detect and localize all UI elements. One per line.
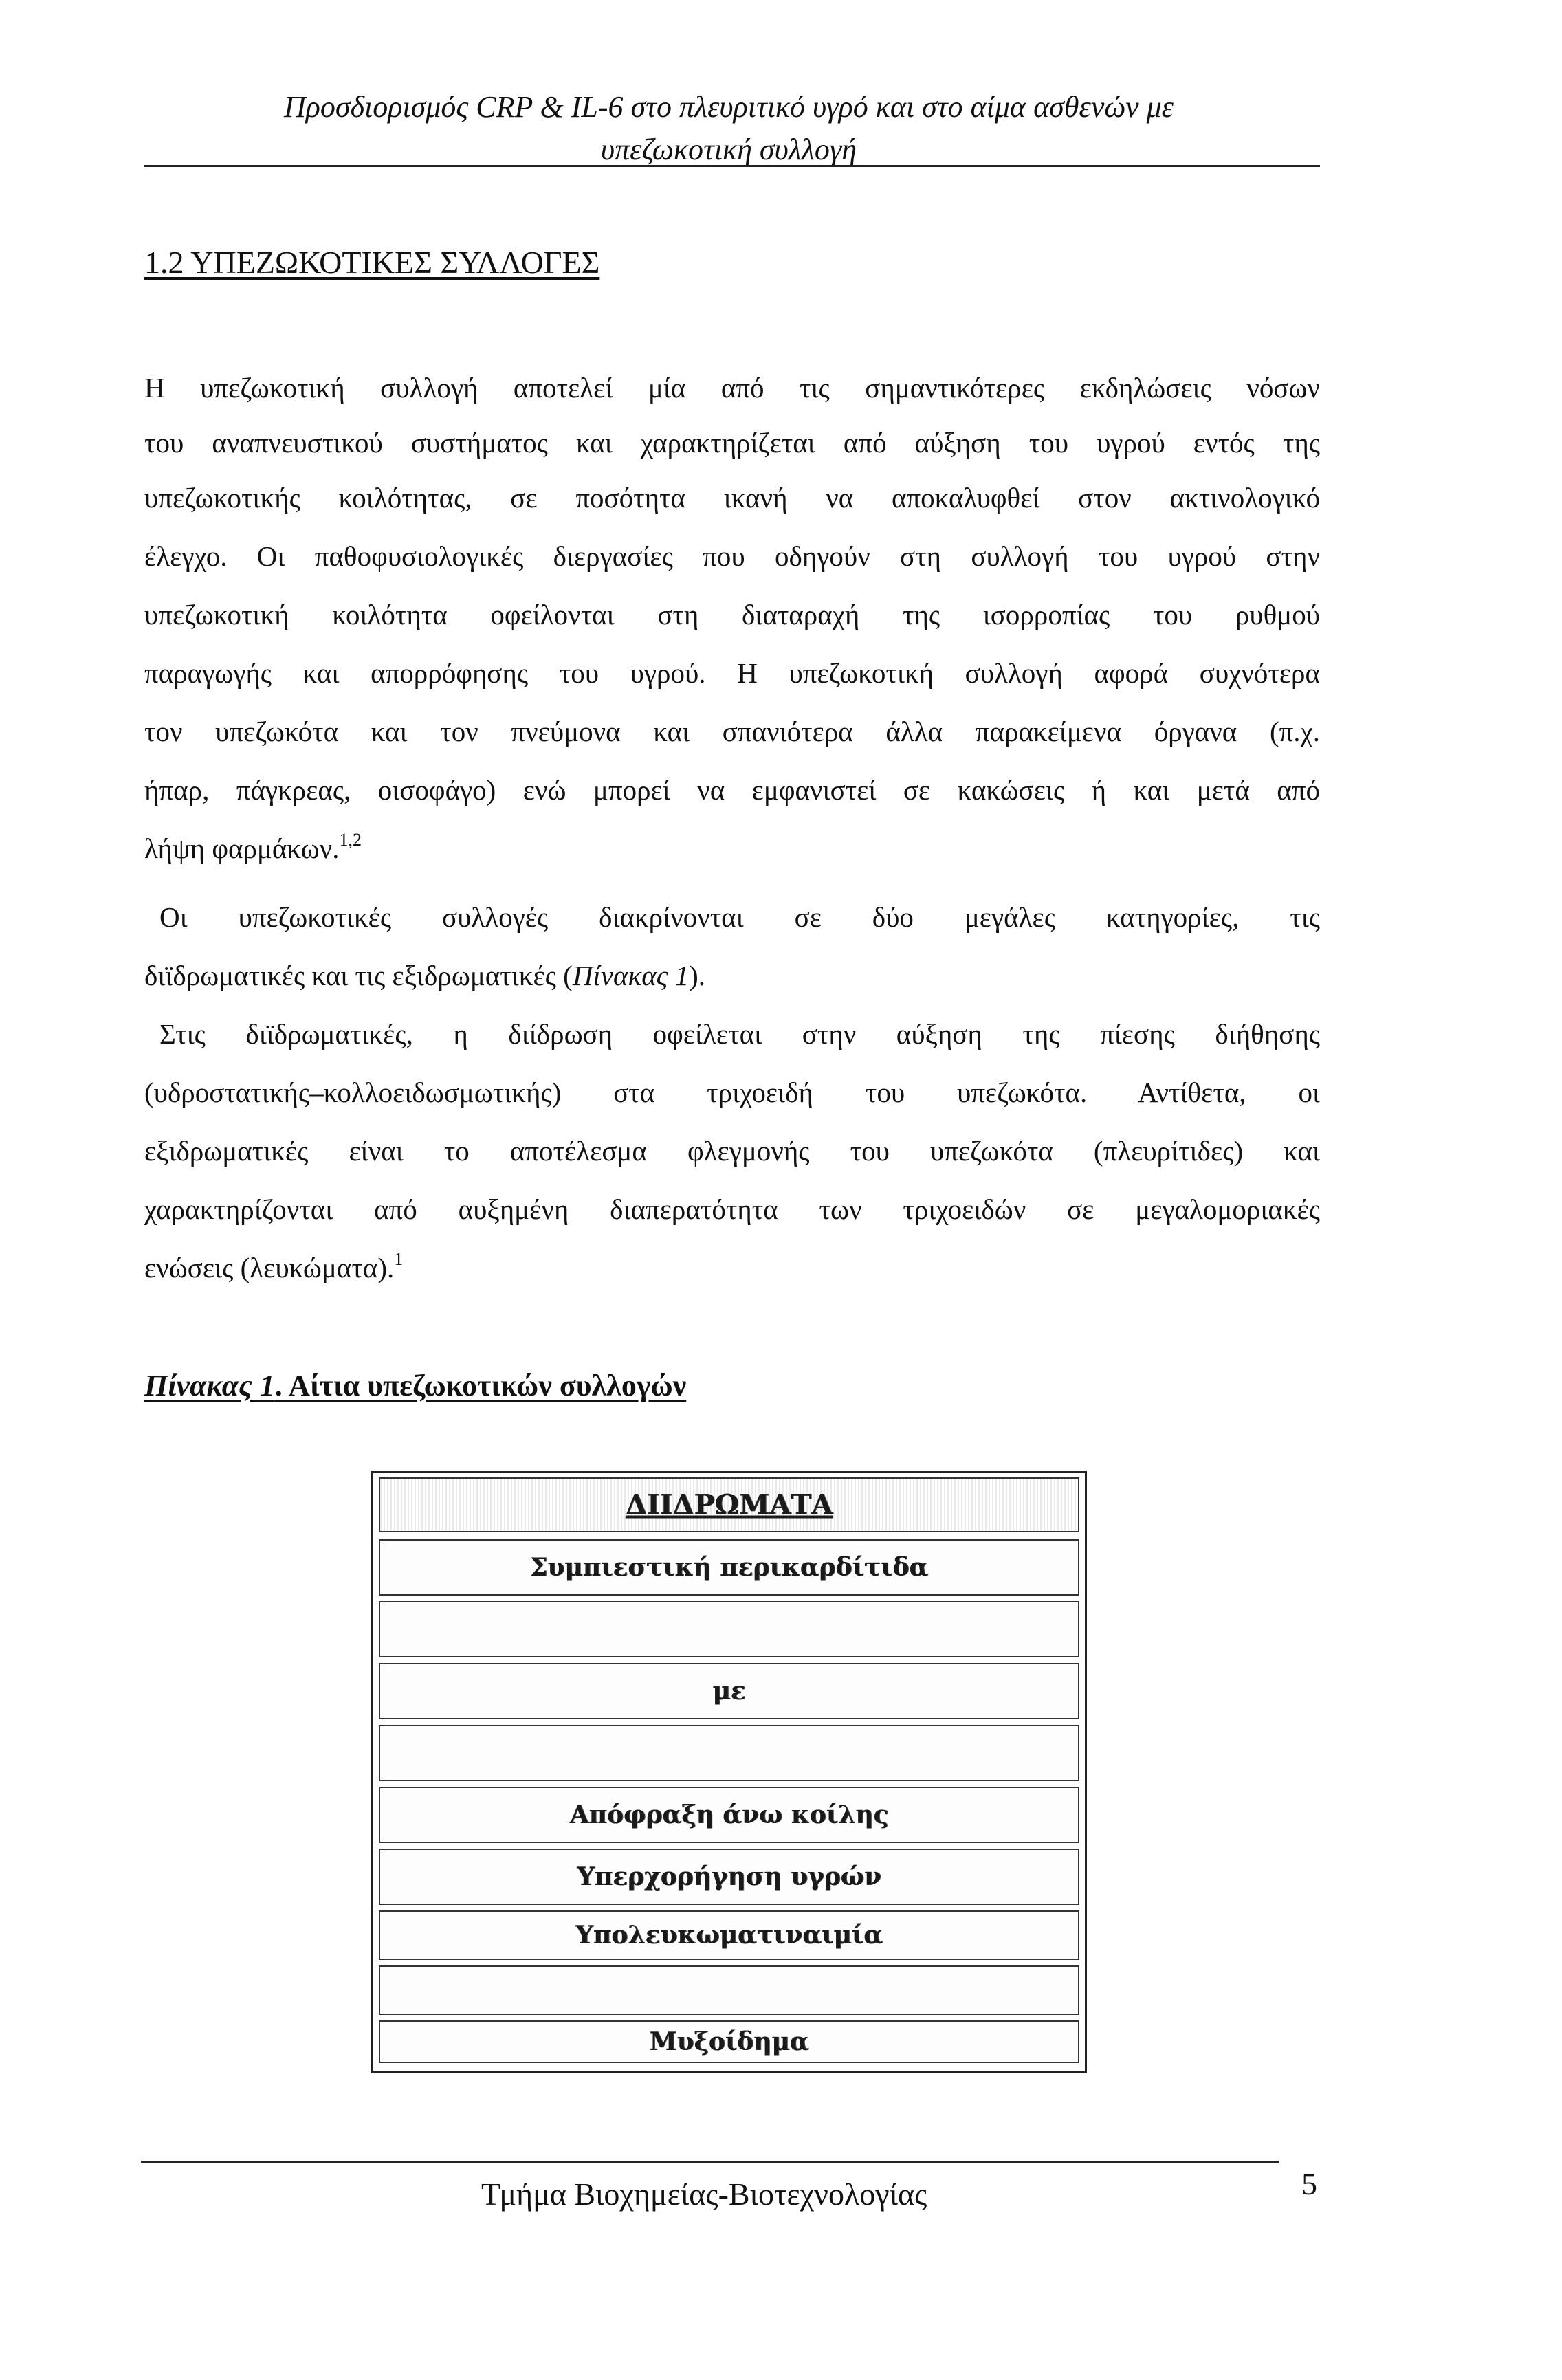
table-cell: Υπερχορήγηση υγρών: [577, 1862, 881, 1891]
table-row: [379, 1910, 1079, 1960]
paragraph-3-line-1: Στις διϊδρωματικές, η διίδρωση οφείλεται στην αύξηση της πίεσης διήθησης: [160, 1018, 1320, 1050]
paragraph-1-line-7: τον υπεζωκότα και τον πνεύμονα και σπανιότερα άλλα παρακείμενα όργανα (π.χ.: [144, 716, 1320, 747]
table-row: [379, 1539, 1079, 1596]
running-header: [138, 86, 1320, 171]
table-header-cell: ΔΙΙΔΡΩΜΑΤΑ: [625, 1488, 833, 1521]
table-cell: Απόφραξη άνω κοίλης: [569, 1800, 889, 1829]
paragraph-1-line-2: του αναπνευστικού συστήματος και χαρακτηρίζεται από αύξηση του υγρού εντός της: [144, 427, 1320, 459]
table-cell: Μυξοίδημα: [649, 2027, 809, 2056]
paragraph-3-last-text: ενώσεις (λευκώματα).: [144, 1252, 395, 1283]
paragraph-1-line-8: ήπαρ, πάγκρεας, οισοφάγο) ενώ μπορεί να εμφανιστεί σε κακώσεις ή και μετά από: [144, 774, 1320, 806]
table-caption-label: Πίνακας 1: [144, 1369, 275, 1402]
paragraph-1-line-9: [144, 832, 362, 865]
table-cell: Υπολευκωματιναιμία: [575, 1921, 883, 1950]
table-row: [379, 1601, 1079, 1657]
header-rule: [144, 165, 1320, 167]
citation-superscript: 1,2: [339, 830, 362, 850]
table-header-row: [379, 1477, 1079, 1532]
table-row: [379, 1965, 1079, 2015]
section-heading: 1.2 ΥΠΕΖΩΚΟΤΙΚΕΣ ΣΥΛΛΟΓΕΣ: [144, 245, 600, 280]
citation-superscript: 1: [394, 1249, 404, 1269]
paragraph-1-line-1: Η υπεζωκοτική συλλογή αποτελεί μία από τις σημαντικότερες εκδηλώσεις νόσων: [144, 372, 1320, 404]
paragraph-1-line-6: παραγωγής και απορρόφησης του υγρού. Η υπεζωκοτική συλλογή αφορά συχνότερα: [144, 657, 1320, 689]
paragraph-1-last-text: λήψη φαρμάκων.: [144, 833, 340, 864]
table-reference: Πίνακας 1: [572, 960, 690, 991]
paragraph-1-line-4: έλεγχο. Οι παθοφυσιολογικές διεργασίες που οδηγούν στη συλλογή του υγρού στην: [144, 540, 1320, 572]
paragraph-2-line-2: [144, 959, 705, 992]
paragraph-3-line-5: [144, 1251, 403, 1284]
footer-rule: [141, 2161, 1279, 2163]
paragraph-2-end: ).: [689, 960, 706, 991]
running-header-line-2: υπεζωκοτική συλλογή: [600, 133, 857, 166]
paragraph-2-text: διϊδρωματικές και τις εξιδρωματικές (: [144, 960, 573, 991]
paragraph-1-line-3: υπεζωκοτικής κοιλότητας, σε ποσότητα ικανή να αποκαλυφθεί στον ακτινολογικό: [144, 482, 1320, 514]
paragraph-3-line-4: χαρακτηρίζονται από αυξημένη διαπερατότητα των τριχοειδών σε μεγαλομοριακές: [144, 1193, 1320, 1225]
table-row: [379, 1849, 1079, 1905]
table-row: [379, 1787, 1079, 1843]
footer-department: Τμήμα Βιοχημείας-Βιοτεχνολογίας: [481, 2177, 927, 2212]
table-cell: με: [712, 1677, 746, 1706]
paragraph-1-line-5: υπεζωκοτική κοιλότητα οφείλονται στη διαταραχή της ισορροπίας του ρυθμού: [144, 599, 1320, 630]
causes-table: [371, 1471, 1087, 2073]
paragraph-2-line-1: Οι υπεζωκοτικές συλλογές διακρίνονται σε δύο μεγάλες κατηγορίες, τις: [160, 901, 1320, 933]
table-row: [379, 1663, 1079, 1719]
table-caption-title: . Αίτια υπεζωκοτικών συλλογών: [274, 1369, 687, 1402]
paragraph-3-line-2: (υδροστατικής–κολλοειδωσμωτικής) στα τριχοειδή του υπεζωκότα. Αντίθετα, οι: [144, 1077, 1320, 1108]
paragraph-3-line-3: εξιδρωματικές είναι το αποτέλεσμα φλεγμονής του υπεζωκότα (πλευρίτιδες) και: [144, 1135, 1320, 1167]
table-cell: Συμπιεστική περικαρδίτιδα: [529, 1553, 929, 1582]
table-row: [379, 2020, 1079, 2063]
table-row: [379, 1725, 1079, 1781]
page-number: 5: [1301, 2166, 1317, 2201]
running-header-line-1: Προσδιορισμός CRP & IL-6 στο πλευριτικό υγρό και στο αίμα ασθενών με: [283, 90, 1174, 124]
table-caption: [144, 1368, 686, 1403]
